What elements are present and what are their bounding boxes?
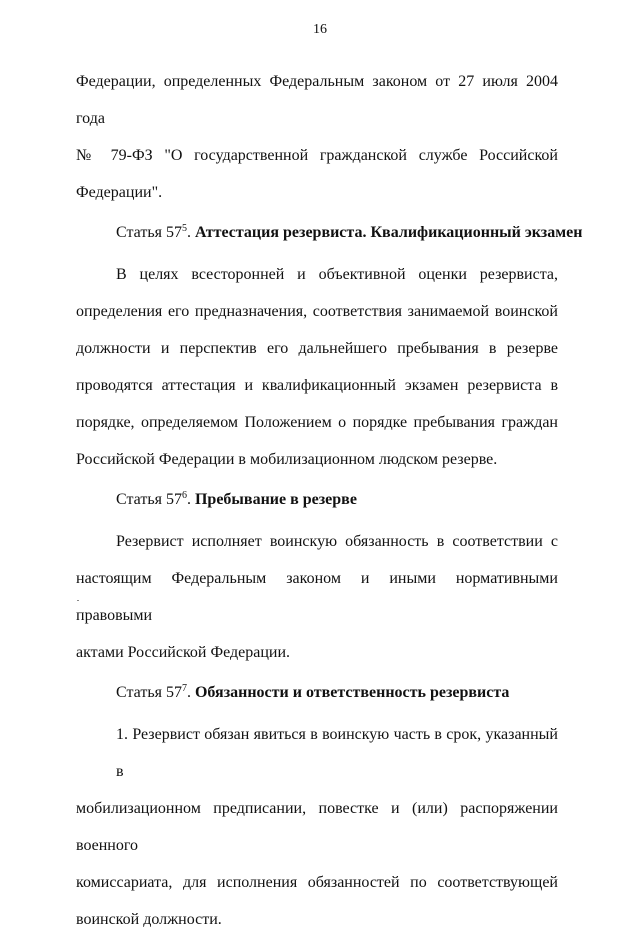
paragraph-reserve-stay bbox=[76, 523, 558, 671]
text-line: воинской должности. bbox=[76, 911, 222, 928]
text-line: настоящим Федеральным законом и иными нормативными правовыми bbox=[76, 570, 558, 624]
article-dot: . bbox=[186, 224, 191, 241]
text-line: комиссариата, для исполнения обязанностей по соответствующей bbox=[76, 874, 558, 891]
article-heading-57-7 bbox=[76, 674, 558, 711]
article-superscript: 7 bbox=[181, 683, 187, 694]
article-heading-57-5 bbox=[76, 214, 583, 251]
text-line: актами Российской Федерации. bbox=[76, 644, 291, 661]
text-line: 1. Резервист обязан явиться в воинскую часть в срок, указанный в bbox=[116, 726, 558, 780]
text-line: должности и перспектив его дальнейшего пребывания в резерве bbox=[76, 340, 558, 357]
scan-speck bbox=[77, 600, 79, 601]
document-body bbox=[76, 63, 583, 938]
article-number: Статья 57 bbox=[116, 684, 182, 701]
article-superscript: 6 bbox=[181, 490, 187, 501]
text-line: порядке, определяемом Положением о порядке пребывания граждан bbox=[76, 414, 558, 431]
text-line: № 79-ФЗ "О государственной гражданской службе Российской bbox=[76, 147, 558, 164]
article-title: Аттестация резервиста. Квалификационный экзамен bbox=[194, 224, 583, 241]
text-line: Российской Федерации в мобилизационном людском резерве. bbox=[76, 451, 498, 468]
page-number: 16 bbox=[313, 22, 327, 37]
article-dot: . bbox=[186, 491, 191, 508]
article-number: Статья 57 bbox=[116, 491, 182, 508]
article-dot: . bbox=[186, 684, 191, 701]
paragraph-attestation bbox=[76, 256, 558, 478]
article-title: Пребывание в резерве bbox=[194, 491, 357, 508]
article-heading-57-6 bbox=[76, 481, 558, 518]
text-line: Резервист исполняет воинскую обязанность в соответствии с bbox=[116, 533, 558, 550]
text-line: Федерации". bbox=[76, 184, 163, 201]
text-line: определения его предназначения, соответствия занимаемой воинской bbox=[76, 303, 558, 320]
text-line: В целях всесторонней и объективной оценки резервиста, bbox=[116, 266, 558, 283]
text-line: мобилизационном предписании, повестке и (или) распоряжении военного bbox=[76, 800, 558, 854]
article-number: Статья 57 bbox=[116, 224, 182, 241]
text-line: Федерации, определенных Федеральным законом от 27 июля 2004 года bbox=[76, 73, 558, 127]
article-superscript: 5 bbox=[181, 223, 187, 234]
paragraph-continuation bbox=[76, 63, 558, 211]
text-line: проводятся аттестация и квалификационный экзамен резервиста в bbox=[76, 377, 558, 394]
article-title: Обязанности и ответственность резервиста bbox=[194, 684, 510, 701]
